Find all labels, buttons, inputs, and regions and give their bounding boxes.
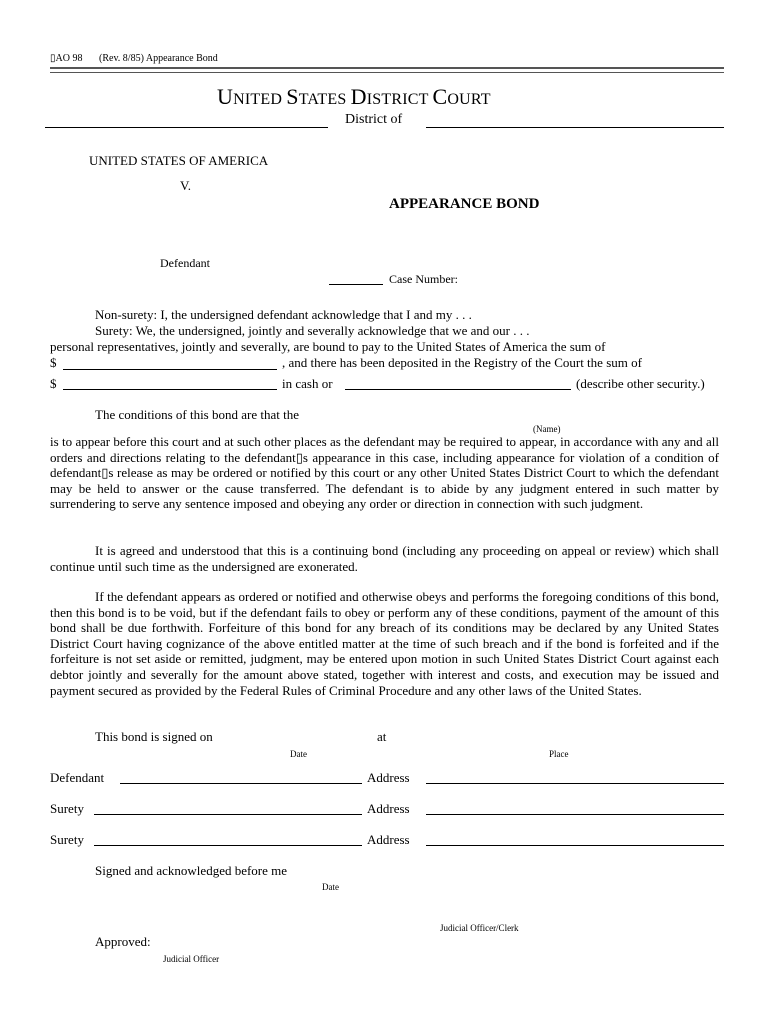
approved-label: Approved: — [95, 934, 151, 949]
surety-2-label: Surety — [50, 832, 84, 847]
dollar-sign-2: $ — [50, 376, 57, 391]
deposited-text: , and there has been deposited in the Registry of the Court the sum of — [282, 355, 642, 370]
cash-or-text: in cash or — [282, 376, 333, 391]
acknowledged-text: Signed and acknowledged before me — [95, 863, 288, 878]
at-text: at — [377, 729, 387, 744]
signed-on-text: This bond is signed on — [95, 729, 213, 744]
other-security-field[interactable] — [345, 389, 571, 390]
case-number-label: Case Number: — [389, 272, 458, 286]
district-field[interactable] — [426, 127, 724, 128]
surety-1-address-field[interactable] — [426, 814, 724, 815]
defendant-signature-field[interactable] — [120, 783, 362, 784]
defendant-address-label: Address — [367, 770, 410, 785]
deposit-amount-field[interactable] — [63, 389, 277, 390]
judicial-officer-label: Judicial Officer — [163, 954, 220, 964]
non-surety-text: Non-surety: I, the undersigned defendant acknowledge that I and my . . . — [95, 307, 472, 322]
header-rule-top — [50, 67, 724, 69]
bound-text: personal representatives, jointly and severally, are bound to pay to the United States of America the sum of — [50, 339, 606, 354]
court-title: UNITED STATES DISTRICT COURT — [217, 84, 491, 109]
versus-label: V. — [180, 178, 191, 193]
name-label: (Name) — [533, 424, 561, 434]
defendant-address-field[interactable] — [426, 783, 724, 784]
form-id: ▯AO 98 — [50, 53, 83, 64]
defendant-signature-label: Defendant — [50, 770, 105, 785]
officer-clerk-label: Judicial Officer/Clerk — [440, 923, 519, 933]
forfeiture-paragraph: If the defendant appears as ordered or notified and otherwise obeys and performs the foregoing conditions of this bond, then this bond is to be void, but if the defendant fails to obey or perform any of these conditions, payment of the amount of this bond shall be due forthwith. Forfeiture of this bond for any breach of its conditions may be declared by any United States District Court having cognizance of the above entitled matter at the time of such breach and if the bond is forfeited and if the forfeiture is not set aside or remitted, judgment, may be entered upon motion in such United States District Court against each debtor jointly and severally for the amount above stated, together with interest and costs, and execution may be issued and payment secured as provided by the Federal Rules of Criminal Procedure and any other laws of the United States. — [50, 589, 719, 698]
place-label: Place — [549, 749, 569, 759]
surety-2-address-field[interactable] — [426, 845, 724, 846]
plaintiff-name: UNITED STATES OF AMERICA — [89, 153, 269, 168]
conditions-intro: The conditions of this bond are that the — [95, 407, 299, 422]
surety-2-address-label: Address — [367, 832, 410, 847]
date-label: Date — [290, 749, 307, 759]
dollar-sign-1: $ — [50, 355, 57, 370]
surety-1-signature-field[interactable] — [94, 814, 362, 815]
ack-date-label: Date — [322, 882, 339, 892]
case-number-field[interactable] — [329, 284, 383, 285]
surety-2-signature-field[interactable] — [94, 845, 362, 846]
document-title: APPEARANCE BOND — [389, 196, 540, 212]
district-label: District of — [345, 112, 403, 127]
other-security-label: (describe other security.) — [576, 376, 705, 391]
form-revision: (Rev. 8/85) Appearance Bond — [99, 53, 218, 64]
surety-1-address-label: Address — [367, 801, 410, 816]
conditions-body: is to appear before this court and at such other places as the defendant may be required to appear, in accordance with any and all orders and directions relating to the defendant▯s appearance in this case, including appearance for violation of a condition of defendant▯s release as may be ordered or notified by this court or any other United States District Court to which the defendant may be held to answer or the cause transferred. The defendant is to abide by any judgment entered in such matter by surrendering to serve any sentence imposed and obeying any order or direction in connection with such judgment. — [50, 434, 719, 512]
continuing-paragraph: It is agreed and understood that this is a continuing bond (including any proceeding on appeal or review) which shall continue until such time as the undersigned are exonerated. — [50, 543, 719, 574]
court-left-rule — [45, 127, 328, 128]
defendant-caption-label: Defendant — [160, 256, 210, 270]
bond-amount-field[interactable] — [63, 369, 277, 370]
surety-1-label: Surety — [50, 801, 84, 816]
surety-text: Surety: We, the undersigned, jointly and severally acknowledge that we and our . . . — [95, 323, 530, 338]
header-rule-bottom — [50, 72, 724, 73]
